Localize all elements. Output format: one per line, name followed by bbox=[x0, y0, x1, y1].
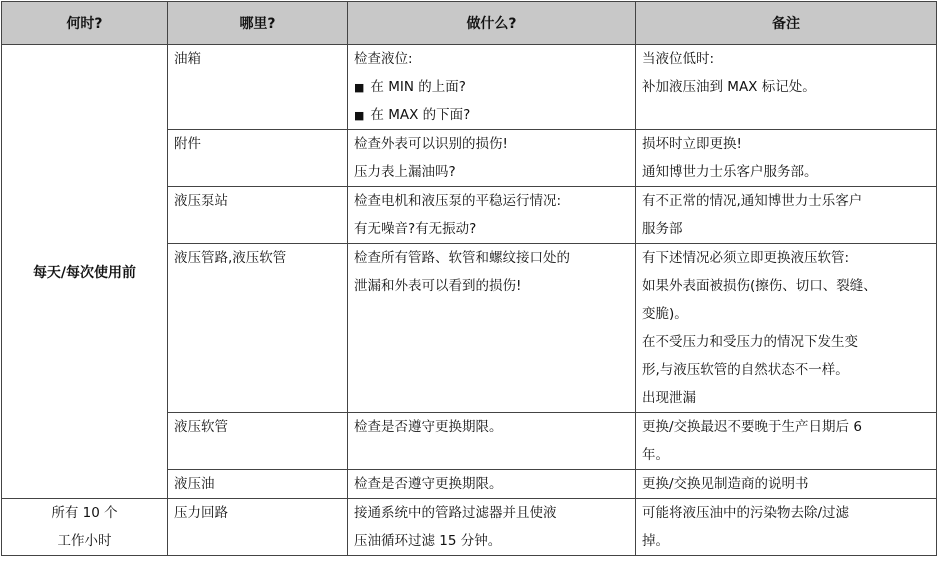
where-label: 液压泵站 bbox=[174, 193, 228, 209]
what-line: 检查液位: bbox=[354, 51, 413, 67]
note-cell bbox=[636, 45, 937, 130]
where-label: 油箱 bbox=[174, 51, 201, 67]
note-cell bbox=[636, 413, 937, 470]
where-label: 液压软管 bbox=[174, 419, 228, 435]
note-line: 有不正常的情况,通知博世力士乐客户 bbox=[642, 193, 863, 209]
where-label: 附件 bbox=[174, 136, 201, 152]
what-line: 检查是否遵守更换期限。 bbox=[354, 419, 503, 435]
note-line: 通知博世力士乐客户服务部。 bbox=[642, 164, 818, 180]
where-cell bbox=[168, 413, 348, 470]
note-line: 补加液压油到 MAX 标记处。 bbox=[642, 79, 816, 95]
where-cell bbox=[168, 45, 348, 130]
when-daily-label: 每天/每次使用前 bbox=[32, 264, 137, 281]
note-line: 形,与液压软管的自然状态不一样。 bbox=[642, 362, 849, 378]
note-line: 如果外表面被损伤(擦伤、切口、裂缝、 bbox=[642, 278, 877, 294]
table-row bbox=[2, 499, 937, 556]
maintenance-table bbox=[1, 1, 937, 556]
what-cell bbox=[348, 413, 636, 470]
note-line: 年。 bbox=[642, 447, 669, 463]
what-line: 检查电机和液压泵的平稳运行情况: bbox=[354, 193, 562, 209]
what-cell bbox=[348, 45, 636, 130]
when-daily-cell bbox=[2, 45, 168, 499]
note-cell bbox=[636, 187, 937, 244]
what-line: 检查是否遵守更换期限。 bbox=[354, 476, 503, 492]
table-row bbox=[2, 45, 937, 130]
what-bullet-item: ■ 在 MAX 的下面? bbox=[354, 101, 629, 129]
where-cell bbox=[168, 130, 348, 187]
what-line: 泄漏和外表可以看到的损伤! bbox=[354, 278, 522, 294]
header-where: 哪里? bbox=[168, 2, 348, 45]
header-when: 何时? bbox=[2, 2, 168, 45]
where-cell bbox=[168, 470, 348, 499]
where-label: 液压管路,液压软管 bbox=[174, 250, 287, 266]
what-cell bbox=[348, 130, 636, 187]
where-cell bbox=[168, 244, 348, 413]
when-10h-cell bbox=[2, 499, 168, 556]
note-line: 当液位低时: bbox=[642, 51, 715, 67]
what-line: 检查所有管路、软管和螺纹接口处的 bbox=[354, 250, 570, 266]
where-label: 压力回路 bbox=[174, 505, 228, 521]
note-line: 有下述情况必须立即更换液压软管: bbox=[642, 250, 850, 266]
note-line: 损坏时立即更换! bbox=[642, 136, 742, 152]
what-cell bbox=[348, 470, 636, 499]
what-cell bbox=[348, 187, 636, 244]
where-label: 液压油 bbox=[174, 476, 215, 492]
note-line: 服务部 bbox=[642, 221, 683, 237]
note-line: 变脆)。 bbox=[642, 306, 688, 322]
note-line: 掉。 bbox=[642, 533, 669, 549]
what-bullet-item: ■ 在 MIN 的上面? bbox=[354, 73, 629, 101]
what-line: 有无噪音?有无振动? bbox=[354, 221, 477, 237]
header-row bbox=[2, 2, 937, 45]
when-10h-line: 所有 10 个 bbox=[51, 505, 118, 521]
what-line: 接通系统中的管路过滤器并且使液 bbox=[354, 505, 557, 521]
what-cell bbox=[348, 244, 636, 413]
what-line: 检查外表可以识别的损伤! bbox=[354, 136, 508, 152]
note-cell bbox=[636, 499, 937, 556]
what-cell bbox=[348, 499, 636, 556]
what-line: 压力表上漏油吗? bbox=[354, 164, 456, 180]
note-line: 更换/交换见制造商的说明书 bbox=[642, 476, 809, 492]
note-line: 可能将液压油中的污染物去除/过滤 bbox=[642, 505, 850, 521]
note-line: 在不受压力和受压力的情况下发生变 bbox=[642, 334, 858, 350]
header-what: 做什么? bbox=[348, 2, 636, 45]
where-cell bbox=[168, 187, 348, 244]
header-note: 备注 bbox=[636, 2, 937, 45]
note-cell bbox=[636, 470, 937, 499]
when-10h-line: 工作小时 bbox=[57, 533, 112, 549]
note-line: 更换/交换最迟不要晚于生产日期后 6 bbox=[642, 419, 862, 435]
note-cell bbox=[636, 244, 937, 413]
where-cell bbox=[168, 499, 348, 556]
what-line: 压油循环过滤 15 分钟。 bbox=[354, 533, 502, 549]
note-line: 出现泄漏 bbox=[642, 390, 696, 406]
note-cell bbox=[636, 130, 937, 187]
